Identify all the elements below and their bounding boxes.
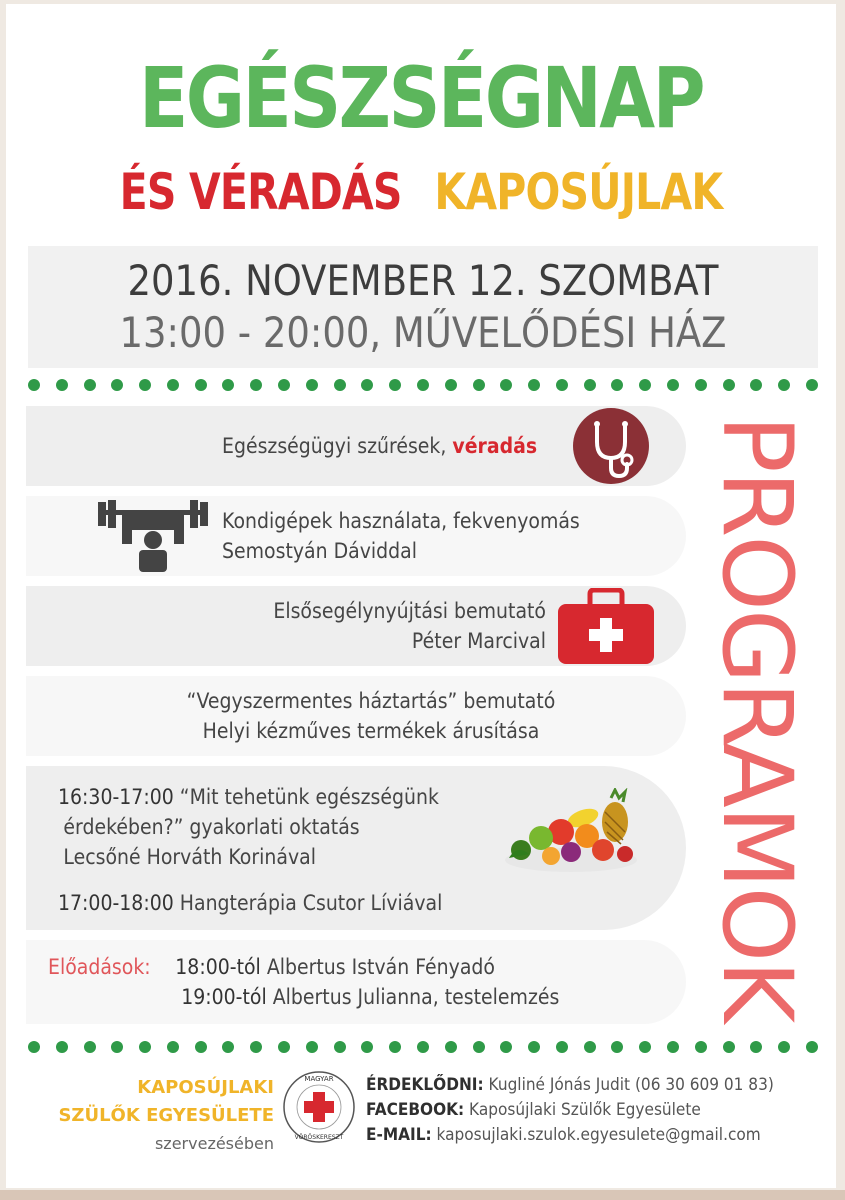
- contact-phone: [366, 1072, 774, 1097]
- program-line-1: “Mit tehetünk egészségünk: [179, 785, 439, 809]
- stethoscope-icon: [571, 406, 651, 486]
- contact-value: Kugliné Jónás Judit (06 30 609 01 83): [488, 1075, 774, 1094]
- lecture-time-2: 19:00-tól: [181, 985, 267, 1009]
- vertical-programs-title: [702, 408, 812, 1028]
- divider-dot: [28, 1041, 40, 1053]
- divider-dot: [695, 1041, 707, 1053]
- divider-dot: [806, 379, 818, 391]
- divider-dot: [750, 1041, 762, 1053]
- divider-dot: [222, 1041, 234, 1053]
- lecture-time-1: 18:00-tól: [175, 955, 261, 979]
- program-line-1: Kondigépek használata, fekvenyomás: [222, 509, 580, 533]
- divider-dot: [556, 1041, 568, 1053]
- divider-dot: [250, 1041, 262, 1053]
- divider-dot: [306, 1041, 318, 1053]
- divider-dot: [278, 1041, 290, 1053]
- divider-dot: [139, 379, 151, 391]
- divider-dot: [584, 1041, 596, 1053]
- divider-dot: [723, 1041, 735, 1053]
- divider-dot: [111, 1041, 123, 1053]
- dotted-divider-top: [28, 378, 818, 392]
- fruits-icon: [501, 788, 641, 878]
- divider-dot: [56, 1041, 68, 1053]
- divider-dot: [389, 1041, 401, 1053]
- divider-dot: [361, 379, 373, 391]
- divider-dot: [500, 1041, 512, 1053]
- divider-dot: [695, 379, 707, 391]
- program-row-screening: [26, 406, 686, 486]
- divider-dot: [778, 1041, 790, 1053]
- divider-dot: [611, 379, 623, 391]
- divider-dot: [361, 1041, 373, 1053]
- program-text: [173, 686, 569, 746]
- program-text: [222, 431, 537, 461]
- divider-dot: [334, 379, 346, 391]
- divider-dot: [334, 1041, 346, 1053]
- svg-text:MAGYAR: MAGYAR: [304, 1075, 334, 1083]
- divider-dot: [111, 379, 123, 391]
- divider-dot: [473, 1041, 485, 1053]
- divider-dot: [278, 379, 290, 391]
- divider-dot: [473, 379, 485, 391]
- divider-dot: [639, 1041, 651, 1053]
- divider-dot: [750, 379, 762, 391]
- divider-dot: [723, 379, 735, 391]
- first-aid-kit-icon: [556, 588, 656, 666]
- svg-text:VÖRÖSKERESZT: VÖRÖSKERESZT: [294, 1134, 344, 1141]
- divider-dot: [417, 1041, 429, 1053]
- divider-dot: [445, 1041, 457, 1053]
- program-row-fitness: [26, 496, 686, 576]
- divider-dot: [28, 379, 40, 391]
- program-text: [58, 782, 442, 918]
- divider-dot: [56, 379, 68, 391]
- dotted-divider-bottom: [28, 1040, 818, 1054]
- divider-dot: [167, 379, 179, 391]
- program-line-1: “Vegyszermentes háztartás” bemutató: [186, 689, 556, 713]
- divider-dot: [556, 379, 568, 391]
- divider-dot: [250, 379, 262, 391]
- divider-dot: [84, 379, 96, 391]
- contact-value: Kaposújlaki Szülők Egyesülete: [469, 1100, 701, 1119]
- divider-dot: [167, 1041, 179, 1053]
- program-time-2: 17:00-18:00: [58, 891, 174, 915]
- divider-dot: [445, 379, 457, 391]
- red-cross-logo: [282, 1070, 356, 1144]
- program-row-workshop: [26, 766, 686, 930]
- date-line: 2016. NOVEMBER 12. SZOMBAT: [127, 256, 719, 305]
- program-line-1: Elsősegélynyújtási bemutató: [273, 599, 546, 623]
- program-text-highlight: véradás: [452, 434, 538, 458]
- contact-email: [366, 1122, 774, 1147]
- contact-facebook: [366, 1097, 774, 1122]
- organizer-line-2: SZÜLŐK EGYESÜLETE: [58, 1105, 274, 1126]
- divider-dot: [639, 379, 651, 391]
- program-text-main: Egészségügyi szűrések,: [222, 434, 453, 458]
- organizer-line-1: KAPOSÚJLAKI: [137, 1077, 274, 1098]
- subtitle-right: KAPOSÚJLAK: [434, 163, 723, 221]
- divider-dot: [222, 379, 234, 391]
- program-line-2: Semostyán Dáviddal: [222, 539, 418, 563]
- weightlifter-icon: [98, 500, 208, 572]
- lecture-line-1: Albertus István Fényadó: [266, 955, 495, 979]
- divider-dot: [667, 1041, 679, 1053]
- divider-dot: [84, 1041, 96, 1053]
- divider-dot: [667, 379, 679, 391]
- poster-subtitle: [81, 163, 762, 221]
- bottom-border: [0, 1190, 845, 1200]
- title-main-text: EGÉSZSÉGNAP: [138, 49, 703, 147]
- divider-dot: [778, 379, 790, 391]
- time-location-line: 13:00 - 20:00, MŰVELŐDÉSI HÁZ: [119, 308, 727, 357]
- contact-label: FACEBOOK:: [366, 1100, 465, 1119]
- program-line-4: Hangterápia Csutor Líviával: [179, 891, 443, 915]
- divider-dot: [389, 379, 401, 391]
- programs-heading: PROGRAMOK: [701, 414, 813, 1022]
- divider-dot: [306, 379, 318, 391]
- organizer-line-3: szervezésében: [154, 1134, 274, 1153]
- divider-dot: [584, 379, 596, 391]
- program-line-3: Lecsőné Horváth Korinával: [63, 845, 316, 869]
- contact-info: [366, 1072, 774, 1147]
- divider-dot: [195, 1041, 207, 1053]
- program-line-2: Péter Marcival: [411, 629, 546, 653]
- organizer: [34, 1074, 274, 1158]
- date-box: [28, 246, 818, 368]
- poster-title: [64, 49, 778, 147]
- program-row-first-aid: [26, 586, 686, 666]
- program-text: [258, 596, 546, 656]
- divider-dot: [528, 379, 540, 391]
- divider-dot: [528, 1041, 540, 1053]
- divider-dot: [139, 1041, 151, 1053]
- divider-dot: [417, 379, 429, 391]
- contact-value: kaposujlaki.szulok.egyesulete@gmail.com: [436, 1125, 761, 1144]
- program-row-household: [26, 676, 686, 756]
- divider-dot: [195, 379, 207, 391]
- program-time-1: 16:30-17:00: [58, 785, 174, 809]
- divider-dot: [500, 379, 512, 391]
- program-line-2: érdekében?” gyakorlati oktatás: [63, 815, 360, 839]
- lecture-line-2: Albertus Julianna, testelemzés: [272, 985, 560, 1009]
- contact-label: E-MAIL:: [366, 1125, 432, 1144]
- lectures-label: Előadások:: [48, 955, 151, 979]
- divider-dot: [806, 1041, 818, 1053]
- program-line-2: Helyi kézműves termékek árusítása: [202, 719, 540, 743]
- program-text: [48, 952, 559, 1012]
- contact-label: ÉRDEKLŐDNI:: [366, 1075, 484, 1094]
- program-text: [222, 506, 580, 566]
- program-row-lectures: [26, 940, 686, 1024]
- subtitle-left: ÉS VÉRADÁS: [119, 163, 402, 221]
- poster: [6, 4, 836, 1188]
- divider-dot: [611, 1041, 623, 1053]
